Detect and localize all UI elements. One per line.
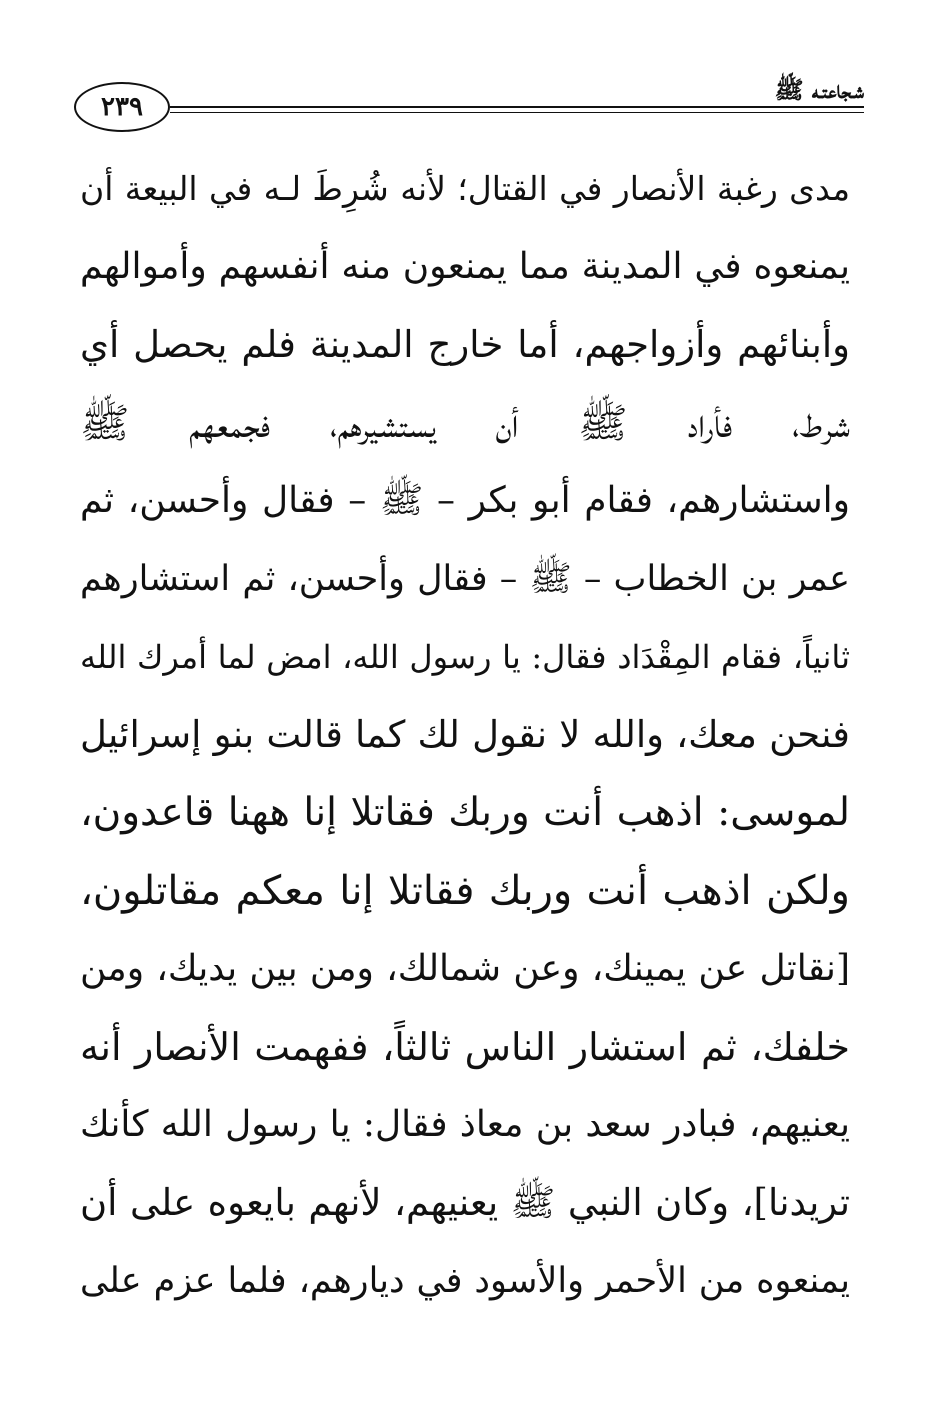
page-number: ٢٣٩ [74, 82, 170, 132]
text-line: وأبنائهم وأزواجهم، أما خارج المدينة فلم يحصل أي [80, 323, 850, 366]
text-line: ولكن اذهب أنت وربك فقاتلا إنا معكم مقاتلون، [80, 868, 850, 914]
text-line: شرط، فأراد ﷺ أن يستشيرهم، فجمعهم ﷺ [80, 399, 850, 447]
text-line: واستشارهم، فقام أبو بكر – ﷺ – فقال وأحسن، ثم [80, 480, 850, 521]
text-line: مدى رغبة الأنصار في القتال؛ لأنه شُرِطَ لـه في البيعة أن [80, 169, 850, 208]
text-line: عمر بن الخطاب – ﷺ – فقال وأحسن، ثم استشارهم [80, 559, 850, 599]
header-rule-thin [170, 112, 864, 113]
page-header [74, 76, 864, 136]
running-title: شـجاعتـه ﷺ [774, 75, 864, 104]
text-line: خلفك، ثم استشار الناس ثالثاً، ففهمت الأنصار أنه [80, 1025, 850, 1069]
text-line: ثانياً، فقام المِقْدَاد فقال: يا رسول الله، امض لما أمرك الله [80, 638, 850, 676]
text-line: يعنيهم، فبادر سعد بن معاذ فقال: يا رسول الله كأنك [80, 1104, 850, 1145]
text-line: [نقاتل عن يمينك، وعن شمالك، ومن بين يديك، ومن [80, 948, 850, 989]
text-line: لموسى: اذهب أنت وربك فقاتلا إنا ههنا قاعدون، [80, 790, 850, 835]
body-text [80, 150, 850, 1320]
header-rule-thick [170, 106, 864, 108]
text-line: يمنعوه في المدينة مما يمنعون منه أنفسهم وأموالهم [80, 246, 850, 287]
text-line: تريدنا]، وكان النبي ﷺ يعنيهم، لأنهم بايعوه على أن [80, 1181, 850, 1224]
text-line: فنحن معك، والله لا نقول لك كما قالت بنو إسرائيل [80, 713, 850, 756]
text-line: يمنعوه من الأحمر والأسود في ديارهم، فلما عزم على [80, 1261, 850, 1301]
